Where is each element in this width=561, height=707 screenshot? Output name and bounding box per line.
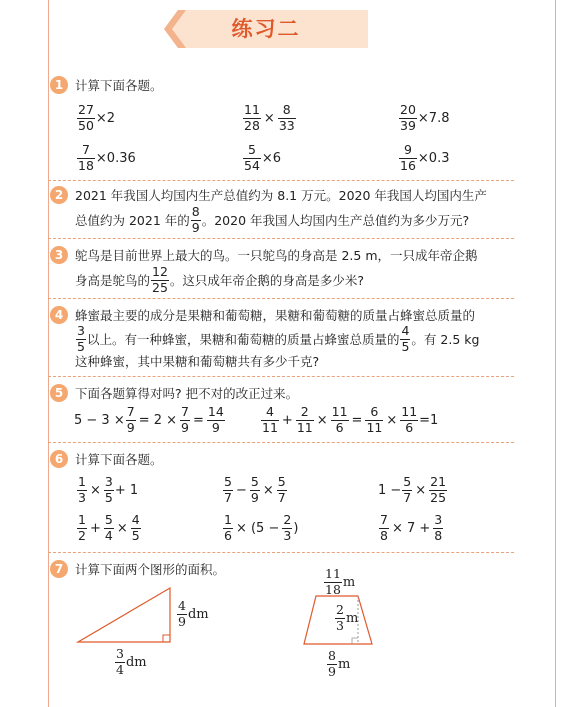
question-text: 计算下面各题。 (75, 78, 163, 93)
question-number-badge: 4 (50, 306, 68, 324)
title-banner (164, 10, 368, 48)
trapezoid-height-label: 2 3 m (336, 602, 359, 633)
trapezoid-base-label: 8 9 m (328, 648, 351, 679)
expr-1e: 5 54 ×6 (244, 142, 282, 173)
expr-6a: 1 3 × 3 5 + 1 (78, 474, 139, 505)
expr-5b: 4 11 + 2 11 × 11 6 = 6 11 × 11 6 =1 (262, 404, 439, 435)
question-number-badge: 7 (50, 560, 68, 578)
divider (48, 442, 514, 443)
expr-1a: 27 50 ×2 (78, 102, 116, 133)
question-text: 下面各题算得对吗? 把不对的改正过来。 (75, 386, 299, 401)
question-number-badge: 5 (50, 384, 68, 402)
trapezoid-top-label: 11 18 m (325, 566, 356, 597)
question-7 (48, 560, 520, 584)
divider (48, 376, 514, 377)
expr-6c: 1 − 5 7 × 21 25 (378, 474, 447, 505)
question-text-line1: 蜂蜜最主要的成分是果糖和葡萄糖，果糖和葡萄糖的质量占蜂蜜总质量的 (75, 308, 476, 323)
question-3 (48, 246, 520, 294)
right-triangle-figure (70, 584, 180, 646)
divider (48, 298, 514, 299)
question-number-badge: 6 (50, 450, 68, 468)
expr-5a: 5 − 3 × 7 9 = 2 × 7 9 = 14 9 (74, 404, 224, 435)
question-text-line2: 总值约为 2021 年的 8 9 。2020 年我国人均国内生产总值约为多少万元? (75, 204, 470, 235)
question-text-line1: 鸵鸟是目前世界上最大的鸟。一只鸵鸟的身高是 2.5 m，一只成年帝企鹅 (75, 248, 478, 263)
question-text-line3: 这种蜂蜜，其中果糖和葡萄糖共有多少千克? (75, 354, 320, 369)
triangle-height-label: 4 9 dm (178, 598, 209, 629)
question-text-line1: 2021 年我国人均国内生产总值约为 8.1 万元。2020 年我国人均国内生产 (75, 188, 487, 203)
expr-1f: 9 16 ×0.3 (400, 142, 450, 173)
expr-6f: 7 8 × 7 + 3 8 (380, 512, 443, 543)
question-text: 计算下面各题。 (75, 452, 163, 467)
divider (48, 552, 514, 553)
expr-1d: 7 18 ×0.36 (78, 142, 136, 173)
question-text-line2: 身高是鸵鸟的 12 25 。这只成年帝企鹅的身高是多少米? (75, 264, 365, 295)
divider (48, 238, 514, 239)
question-number-badge: 2 (50, 186, 68, 204)
expr-6d: 1 2 + 5 4 × 4 5 (78, 512, 140, 543)
question-number-badge: 3 (50, 246, 68, 264)
expr-1b: 11 28 × 8 33 (244, 102, 295, 133)
expr-6e: 1 6 × (5 − 2 3 ) (224, 512, 299, 543)
question-4 (48, 306, 520, 374)
expr-1c: 20 39 ×7.8 (400, 102, 450, 133)
question-number-badge: 1 (50, 76, 68, 94)
question-text: 计算下面两个图形的面积。 (75, 562, 226, 577)
expr-6b: 5 7 − 5 9 × 5 7 (224, 474, 286, 505)
divider (48, 180, 514, 181)
triangle-base-label: 3 4 dm (116, 646, 147, 677)
question-2 (48, 186, 520, 234)
page-title: 练习二 (231, 16, 301, 41)
question-text-line2: 3 5 以上。有一种蜂蜜，果糖和葡萄糖的质量占蜂蜜总质量的 4 5 。有 2.5 kg (77, 323, 480, 354)
